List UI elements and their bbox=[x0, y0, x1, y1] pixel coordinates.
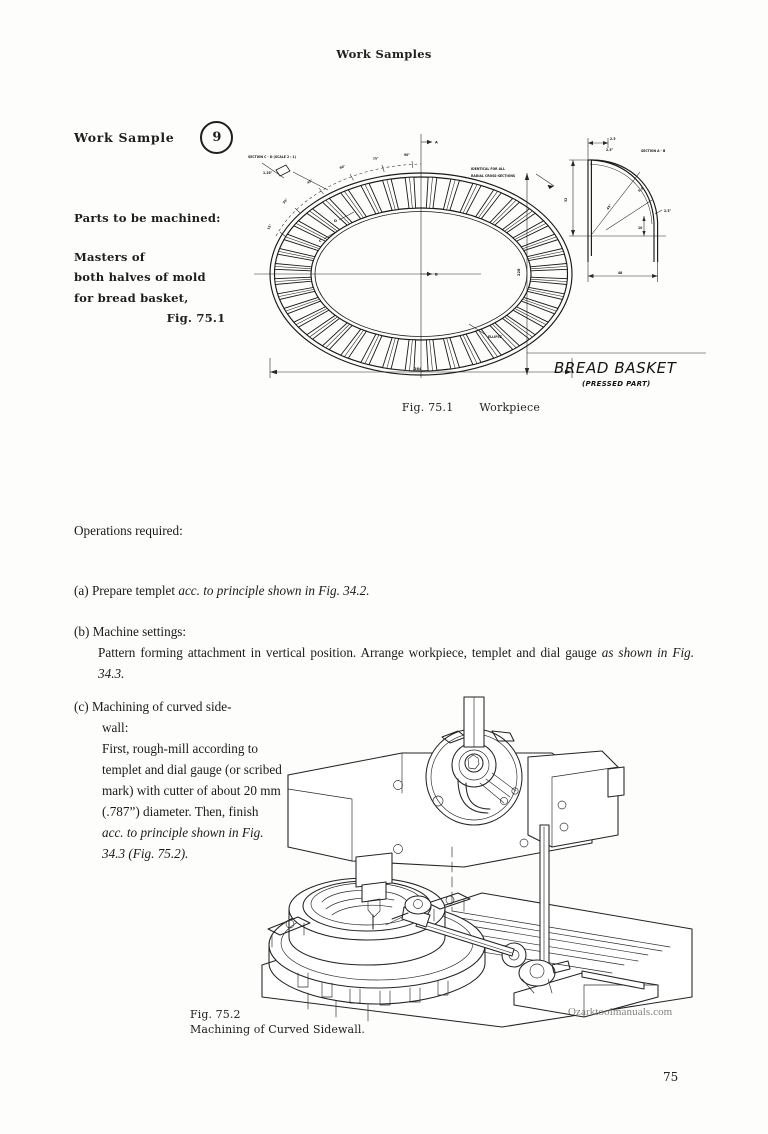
basket-rib-centerline bbox=[463, 335, 477, 364]
basket-rib bbox=[530, 263, 567, 270]
operation-b-heading: Machine settings: bbox=[92, 624, 187, 639]
basket-rib-centerline bbox=[326, 200, 350, 224]
basket-rib-centerline bbox=[365, 335, 379, 364]
basket-rib bbox=[426, 177, 437, 208]
figure-75-1-workpiece-drawing bbox=[236, 126, 706, 396]
operation-a-text: Prepare templet bbox=[91, 583, 179, 598]
identical-note-line2: RADIAL CROSS-SECTIONS bbox=[471, 174, 516, 178]
watermark: Ozarktoolmanuals.com bbox=[568, 1006, 673, 1018]
figure-75-2-machine-illustration bbox=[252, 697, 692, 1027]
basket-rib-centerline bbox=[492, 200, 516, 224]
basket-rib bbox=[426, 340, 437, 371]
figure-75-2-caption-text: Machining of Curved Sidewall. bbox=[190, 1022, 366, 1036]
operation-item-a bbox=[74, 580, 694, 601]
section-ab-label: SECTION A - B bbox=[641, 149, 666, 153]
basket-rib-centerline bbox=[286, 237, 320, 249]
basket-rib-centerline bbox=[523, 237, 557, 249]
basket-rib-centerline bbox=[296, 308, 327, 324]
operation-c-body: First, rough-mill according to templet and dial gauge (or scribed mark) with cutter of about 20 mm (.787”) diameter. Then, finish acc. to principle shown in Fig. 34.3 (Fig. 75.2). bbox=[102, 741, 282, 861]
axis-a-label: A bbox=[435, 140, 438, 145]
running-head: Work Samples bbox=[336, 47, 432, 61]
work-sample-number-badge: 9 bbox=[200, 121, 233, 154]
basket-rib-centerline bbox=[515, 308, 546, 324]
operation-a-marker: (a) bbox=[74, 583, 89, 598]
section-cd-label: SECTION C - D (SCALE 2 : 1) bbox=[248, 155, 297, 159]
basket-rib-centerline bbox=[523, 299, 557, 311]
basket-rib-centerline bbox=[478, 191, 497, 217]
basket-rib bbox=[361, 183, 382, 214]
basket-rib bbox=[278, 287, 315, 299]
basket-rib-centerline bbox=[286, 299, 320, 311]
page-number: 75 bbox=[663, 1070, 679, 1084]
basket-rib bbox=[275, 263, 312, 270]
svg-text:15°: 15° bbox=[266, 223, 273, 231]
basket-rib bbox=[460, 183, 481, 214]
basket-rib bbox=[527, 287, 564, 299]
parts-line-2: both halves of mold bbox=[74, 270, 206, 284]
operation-item-c bbox=[74, 696, 282, 864]
figure-75-1-caption-number: Fig. 75.1 bbox=[401, 401, 454, 414]
svg-text:2.5°: 2.5° bbox=[606, 148, 614, 152]
svg-text:30°: 30° bbox=[281, 197, 289, 205]
svg-text:1.25": 1.25" bbox=[263, 171, 273, 175]
basket-rib-centerline bbox=[296, 223, 327, 239]
basket-rib bbox=[383, 179, 399, 210]
svg-text:2.5°: 2.5° bbox=[664, 209, 672, 213]
svg-text:48: 48 bbox=[618, 271, 623, 275]
basket-rib bbox=[405, 177, 416, 208]
basket-rib bbox=[443, 338, 459, 369]
svg-text:75°: 75° bbox=[372, 156, 379, 161]
basket-rib-centerline bbox=[515, 223, 546, 239]
identical-note-line1: IDENTICAL FOR ALL bbox=[471, 167, 505, 171]
operation-c-heading-line1: (c) Machining of curved side- bbox=[74, 699, 232, 714]
figure-75-1-caption bbox=[236, 401, 706, 414]
ellipse-label: ELLIPSE bbox=[488, 335, 502, 339]
figure-75-1-caption-text: Workpiece bbox=[479, 401, 541, 414]
svg-text:6.5: 6.5 bbox=[637, 186, 645, 193]
axis-b-label: B bbox=[435, 272, 438, 277]
bread-basket-callout bbox=[527, 353, 706, 388]
svg-text:2.5: 2.5 bbox=[610, 137, 616, 141]
bread-basket-label: BREAD BASKET bbox=[554, 359, 677, 377]
basket-rib bbox=[383, 338, 399, 369]
parts-line-3: for bread basket, bbox=[74, 290, 189, 305]
work-sample-label: Work Sample bbox=[74, 130, 175, 145]
basket-rib-centerline bbox=[326, 324, 350, 348]
point-c-label: C bbox=[319, 239, 322, 243]
basket-rib-centerline bbox=[365, 184, 379, 213]
svg-text:45°: 45° bbox=[605, 203, 613, 211]
operation-a-italic: acc. to principle shown in Fig. 34.2. bbox=[178, 583, 370, 598]
basket-rib bbox=[361, 334, 382, 365]
basket-rib bbox=[278, 249, 315, 261]
basket-rib bbox=[527, 249, 564, 261]
figure-75-2-caption bbox=[190, 1008, 365, 1037]
svg-text:45°: 45° bbox=[306, 178, 314, 185]
basket-rib-centerline bbox=[310, 317, 338, 337]
svg-text:284: 284 bbox=[414, 367, 422, 371]
work-sample-heading bbox=[74, 121, 233, 154]
operation-c-heading-line2: wall: bbox=[102, 720, 129, 735]
pattern-forming-attachment bbox=[426, 697, 522, 825]
basket-rib bbox=[460, 334, 481, 365]
point-d-label: D bbox=[334, 219, 337, 223]
figure-75-2-caption-number: Fig. 75.2 bbox=[190, 1008, 241, 1021]
operation-b-marker: (b) bbox=[74, 624, 90, 639]
operation-b-body: Pattern forming attachment in vertical position. Arrange workpiece, templet and dial gauge as shown in Fig. 34.3. bbox=[98, 645, 694, 681]
basket-rib-centerline bbox=[505, 211, 533, 231]
basket-rib-centerline bbox=[344, 330, 363, 356]
svg-text:228: 228 bbox=[517, 268, 521, 276]
svg-text:32: 32 bbox=[564, 197, 568, 202]
basket-rib-centerline bbox=[344, 191, 363, 217]
operations-title: Operations required: bbox=[74, 523, 183, 538]
operation-item-b bbox=[74, 621, 694, 684]
section-cd-callout bbox=[248, 155, 328, 190]
svg-text:60°: 60° bbox=[338, 164, 346, 170]
basket-rib bbox=[530, 277, 567, 284]
basket-rib bbox=[443, 179, 459, 210]
svg-text:10: 10 bbox=[638, 226, 643, 230]
bread-basket-subtitle: (PRESSED PART) bbox=[582, 380, 651, 388]
basket-rib bbox=[275, 277, 312, 284]
section-ab-detail bbox=[564, 137, 671, 282]
svg-text:90°: 90° bbox=[404, 153, 410, 157]
parts-line-1: Masters of bbox=[74, 249, 145, 264]
parts-figure-ref: Fig. 75.1 bbox=[166, 311, 226, 325]
parts-title: Parts to be machined: bbox=[74, 211, 221, 225]
basket-rib-centerline bbox=[505, 317, 533, 337]
basket-rib-centerline bbox=[463, 184, 477, 213]
